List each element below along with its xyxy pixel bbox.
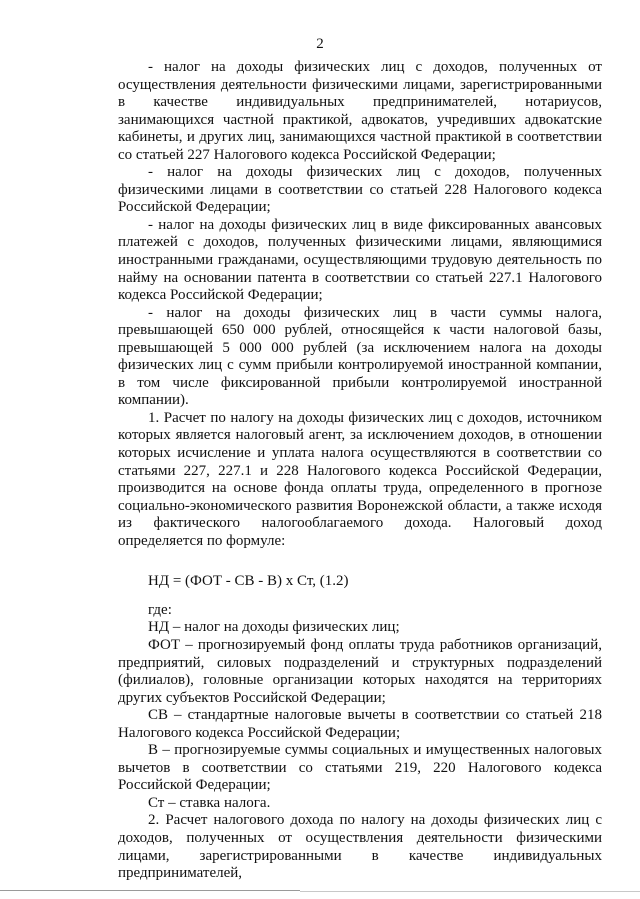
- definition-v: В – прогнозируемые суммы социальных и имущественных налоговых вычетов в соответствии со статьями 219, 220 Налогового кодекса Российской Федерации;: [118, 742, 602, 794]
- paragraph-tax-patent: - налог на доходы физических лиц в виде фиксированных авансовых платежей с доходов, полученных физическими лицами, являющимися иностранными гражданами, осуществляющими трудовую деятельность по найму на основании патента в соответствии со статьей 227.1 Налогового кодекса Российской Федерации;: [118, 216, 602, 304]
- definition-where: где:: [148, 601, 172, 618]
- definition-fot: ФОТ – прогнозируемый фонд оплаты труда работников организаций, предприятий, силовых подразделений и структурных подразделений (филиалов), головные организации которых находятся на территориях других субъектов Российской Федерации;: [118, 636, 602, 706]
- paragraph-calculation-2: 2. Расчет налогового дохода по налогу на доходы физических лиц с доходов, полученных от осуществления деятельности физическими лицами, зарегистрированными в качестве индивидуальных предпринимателей,: [118, 812, 602, 882]
- page-number: 2: [316, 36, 324, 52]
- definition-sv: СВ – стандартные налоговые вычеты в соответствии со статьей 218 Налогового кодекса Российской Федерации;: [118, 707, 602, 741]
- page-bottom-edge: [0, 890, 300, 891]
- paragraph-calculation-1: 1. Расчет по налогу на доходы физических лиц с доходов, источником которых является налоговый агент, за исключением доходов, в отношении которых исчисление и уплата налога осуществляются в соответствии со статьями 227, 227.1 и 228 Налогового кодекса Российской Федерации, производится на основе фонда оплаты труда, определенного в прогнозе социально-экономического развития Воронежской области, а также исходя из фактического налогооблагаемого дохода. Налоговый доход определяется по формуле:: [118, 409, 602, 549]
- document-body: [118, 59, 602, 883]
- page-bottom-edge-light: [300, 891, 640, 892]
- definition-st: Ст – ставка налога.: [148, 794, 271, 811]
- paragraph-tax-article-228: - налог на доходы физических лиц с доходов, полученных физическими лицами в соответствии со статьей 228 Налогового кодекса Российской Федерации;: [118, 164, 602, 216]
- paragraph-tax-self-employed: - налог на доходы физических лиц с доходов, полученных от осуществления деятельности физическими лицами, зарегистрированными в качестве индивидуальных предпринимателей, нотариусов, занимающихся частной практикой, адвокатов, учредивших адвокатские кабинеты, и других лиц, занимающихся частной практикой в соответствии со статьей 227 Налогового кодекса Российской Федерации;: [118, 59, 602, 163]
- formula: НД = (ФОТ - СВ - В) х Ст, (1.2): [148, 573, 349, 590]
- paragraph-tax-excess: - налог на доходы физических лиц в части суммы налога, превышающей 650 000 рублей, относящейся к части налоговой базы, превышающей 5 000 000 рублей (за исключением налога на доходы физических лиц с сумм прибыли контролируемой иностранной компании, в том числе фиксированной прибыли контролируемой иностранной компании).: [118, 304, 602, 409]
- definition-nd: НД – налог на доходы физических лиц;: [148, 619, 400, 636]
